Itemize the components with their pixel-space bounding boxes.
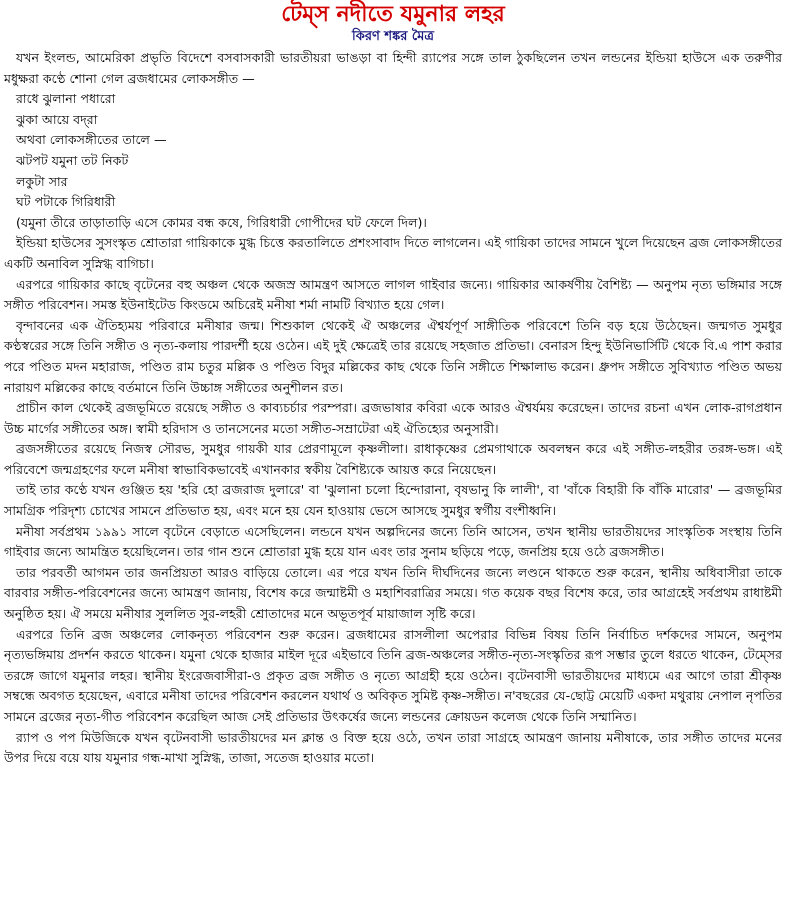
paragraph-2: ইন্ডিয়া হাউসের সুসংস্কৃত শ্রোতারা গায়িকাকে মুগ্ধ চিত্তে করতালিতে প্রশংসাবাদ দিতে লাগলেন। এই গায়িকা তাদের সামনে খুলে দিয়েছেন ব্রজ লোকসঙ্গীতের একটি অনাবিল সুস্নিগ্ধ বাগিচা। [4,235,782,271]
verse-line-6: ঘট পটাকে গিরিধারী [16,194,116,210]
paragraph-11: র‍্যাপ ও পপ মিউজিকে যখন বৃটেনবাসী ভারতীয়দের মন ক্লান্ত ও বিক্ত হয়ে ওঠে, তখন তারা সাগ্রহে আমন্ত্রণ জানায় মনীষাকে, তার সঙ্গীত তাদের মনের উপর দিয়ে বয়ে যায় যমুনার গন্ধ-মাখা সুস্নিগ্ধ, তাজা, সতেজ হাওয়ার মতো। [4,729,782,766]
verse-line-2: ঝুকা আয়ে বদ্‌রা [16,111,98,127]
verse-line-7: (যমুনা তীরে তাড়াতাড়ি এসে কোমর বন্ধ কষে, গিরিধারী গোপীদের ঘট ফেলে দিল)। [16,214,427,230]
paragraph-9: তার পরবর্তী আগমন তার জনপ্রিয়তা আরও বাড়িয়ে তোলে। এর পরে যখন তিনি দীর্ঘদিনের জন্যে লণ্ডনে থাকতে শুরু করেন, স্থানীয় অধিবাসীরা তাকে বারবার সঙ্গীত-পরিবেশনের জন্যে আমন্ত্রণ জানায়, বিশেষ করে জন্মাষ্টমী ও মহাশিবরাত্রির সময়ে। গত কয়েক বছর বিশেষ করে, তার আগ্রহেই সর্বপ্রথম রাধাষ্টমী অনুষ্ঠিত হয়। ঐ সময়ে মনীষার সুললিত সুর-লহরী শ্রোতাদের মনে অভূতপূর্ব মায়াজাল সৃষ্টি করে। [4,564,782,622]
paragraph-7: তাই তার কণ্ঠে যখন গুঞ্জিত হয় 'হরি হো ব্রজরাজ দুলারে' বা 'ঝুলানা চলো হিন্দোরানা, বৃষভানু কি লালী', বা 'বাঁকে বিহারী কি বাঁকি মারোর' — ব্রজভূমির সামগ্রিক পরিদৃশ্য চোখের সামনে প্রতিভাত হয়, এবং মনে হয় যেন হাওয়ায় ভেসে আসছে সুমধুর স্বর্গীয় বংশীধ্বনি। [4,482,782,519]
paragraph-6: ব্রজসঙ্গীতের রয়েছে নিজস্ব সৌরভ, সুমধুর গায়কী যার প্রেরণামূলে কৃষ্ণলীলা। রাধাকৃষ্ণের প্রেমগাথাকে অবলম্বন করে এই সঙ্গীত-লহরীর তরঙ্গ-ভঙ্গ। এই পরিবেশে জন্মগ্রহণের ফলে মনীষা স্বাভাবিকভাবেই এখানকার স্বকীয় বৈশিষ্ট্যকে আয়ত্ত করে নিয়েছেন। [4,441,782,477]
verse-line-4: ঝটপট যমুনা তট নিকট [16,152,129,168]
paragraph-5: প্রাচীন কাল থেকেই ব্রজভূমিতে রয়েছে সঙ্গীত ও কাব্যচর্চার পরম্পরা। ব্রজভাষার কবিরা একে আরও ঐশ্বর্যময় করেছেন। তাদের রচনা এখন লোক-রাগপ্রধান উচ্চ মার্গের সঙ্গীতের অঙ্গ। স্বামী হরিদাস ও তানসেনের মতো সঙ্গীত-সম্রাটেরা এই ঐতিহ্যের অনুসারী। [4,400,782,436]
paragraph-10: এরপরে তিনি ব্রজ অঞ্চলের লোকনৃত্য পরিবেশন শুরু করেন। ব্রজধামের রাসলীলা অপেরার বিভিন্ন বিষয় তিনি নির্বাচিত দর্শকদের সামনে, অনুপম নৃত্যভঙ্গিমায় প্রদর্শন করতে থাকেন। যমুনা থেকে হাজার মাইল দূরে এইভাবে তিনি ব্রজ-অঞ্চলের সঙ্গীত-নৃত্য-সংস্কৃতির রূপ সম্ভার তুলে ধরতে থাকেন, টেম্সের তরঙ্গে জাগে যমুনার লহর। স্থানীয় ইংরেজবাসীরা-ও প্রকৃত ব্রজ সঙ্গীত ও নৃত্যে আগ্রহী হয়ে ওঠেন। বৃটেনবাসী ভারতীয়দের মাধ্যমে এর আগে তারা শ্রীকৃষ্ণ সম্বন্ধে অবগত হয়েছেন, এবারে মনীষা তাদের পরিবেশন করলেন যথার্থ ও অবিকৃত সুমিষ্ট কৃষ্ণ-সঙ্গীত। ন'বছরের যে-ছোট্ট মেয়েটি একদা মথুরায় নেপাল নৃপতির সামনে ব্রজের নৃত্য-গীত পরিবেশন করেছিল আজ সেই প্রতিভার উৎকর্ষের জন্যে লন্ডনের ক্রোয়ডন কলেজ থেকে তিনি সম্মানিত। [4,626,782,724]
verse-line-5: লকুটা সার [16,173,68,189]
paragraph-4: বৃন্দাবনের এক ঐতিহ্যময় পরিবারে মনীষার জন্ম। শিশুকাল থেকেই ঐ অঞ্চলের ঐশ্বর্যপূর্ণ সাঙ্গীতিক পরিবেশে তিনি বড় হয়ে উঠেছেন। জন্মগত সুমধুর কণ্ঠস্বরের সঙ্গে তিনি সঙ্গীত ও নৃত্য-কলায় পারদর্শী হয়ে ওঠেন। এই দুই ক্ষেত্রেই তার রয়েছে সহজাত প্রতিভা। বেনারস হিন্দু ইউনিভার্সিটি থেকে বি.এ পাশ করার পরে পণ্ডিত মদন মহারাজ, পণ্ডিত রাম চতুর মল্লিক ও পণ্ডিত বিদুর মল্লিকের কাছ থেকে তিনি সঙ্গীতে শিক্ষালাভ করেন। ধ্রুপদ সঙ্গীতে সুবিখ্যাত পণ্ডিত অভয় নারায়ণ মল্লিকের কাছে বর্তমানে তিনি উচ্চাঙ্গ সঙ্গীতের অনুশীলন রত। [4,317,782,395]
paragraph-8: মনীষা সর্বপ্রথম ১৯৯১ সালে বৃটেনে বেড়াতে এসেছিলেন। লন্ডনে যখন অল্পদিনের জন্যে তিনি আসেন, তখন স্থানীয় ভারতীয়দের সাংস্কৃতিক সংস্থায় তিনি গাইবার জন্যে আমন্ত্রিত হয়েছিলেন। তার গান শুনে শ্রোতারা মুগ্ধ হয়ে যান এবং তার সুনাম ছড়িয়ে পড়ে, জনপ্রিয় হয়ে ওঠে ব্রজসঙ্গীত। [4,523,782,560]
author-name: কিরণ শঙ্কর মৈত্র [352,29,434,44]
verse-line-3: অথবা লোকসঙ্গীতের তালে — [16,132,167,148]
verse-line-1: রাধে ঝুলানা পধারো [16,91,116,107]
paragraph-1: যখন ইংলন্ড, আমেরিকা প্রভৃতি বিদেশে বসবাসকারী ভারতীয়রা ভাঙড়া বা হিন্দী র‍্যাপের সঙ্গে তাল ঠুকছিলেন তখন লন্ডনের ইন্ডিয়া হাউসে এক তরুণীর মধুক্ষরা কণ্ঠে শোনা গেল ব্রজধামের লোকসঙ্গীত — [4,50,782,86]
article-title: টেম্‌স নদীতে যমুনার লহর [281,2,505,27]
paragraph-3: এরপরে গায়িকার কাছে বৃটেনের বহু অঞ্চল থেকে অজস্র আমন্ত্রণ আসতে লাগল গাইবার জন্যে। গায়িকার আকর্ষণীয় বৈশিষ্ট্য — অনুপম নৃত্য ভঙ্গিমার সঙ্গে সঙ্গীত পরিবেশন। সমস্ত ইউনাইটেড কিংডমে অচিরেই মনীষা শর্মা নামটি বিখ্যাত হয়ে গেল। [4,276,782,313]
